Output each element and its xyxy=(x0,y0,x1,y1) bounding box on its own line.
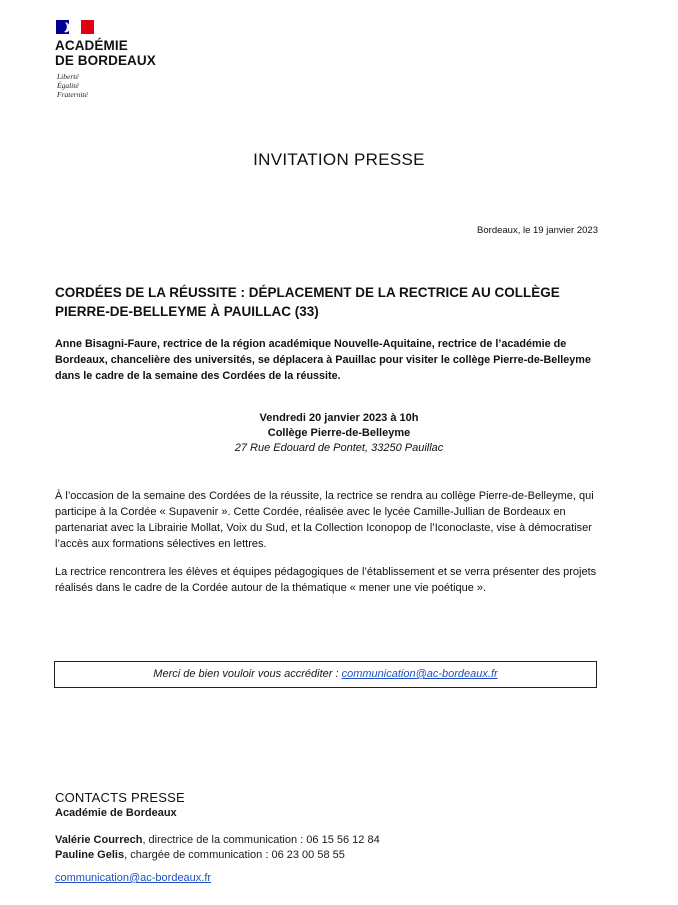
contact-person xyxy=(55,848,345,863)
headline-line-1: CORDÉES DE LA RÉUSSITE : DÉPLACEMENT DE LA RECTRICE AU COLLÈGE xyxy=(55,285,560,300)
accreditation-box xyxy=(54,661,597,688)
contacts-email xyxy=(55,872,211,884)
logo-line-2: DE BORDEAUX xyxy=(55,53,156,68)
motto-egalite: Égalité xyxy=(57,81,79,90)
event-details xyxy=(0,411,678,456)
headline-line-2: PIERRE-DE-BELLEYME À PAUILLAC (33) xyxy=(55,304,319,319)
marianne-flag-icon xyxy=(56,20,94,34)
event-datetime: Vendredi 20 janvier 2023 à 10h xyxy=(259,412,419,424)
motto xyxy=(57,72,88,99)
logo-line-1: ACADÉMIE xyxy=(55,38,128,53)
document-date: Bordeaux, le 19 janvier 2023 xyxy=(477,225,598,236)
motto-fraternite: Fraternité xyxy=(57,90,88,99)
accreditation-email-link[interactable]: communication@ac-bordeaux.fr xyxy=(341,668,498,680)
motto-liberte: Liberté xyxy=(57,72,79,81)
headline xyxy=(55,283,600,321)
document-title: INVITATION PRESSE xyxy=(253,150,425,169)
lead-paragraph: Anne Bisagni-Faure, rectrice de la région académique Nouvelle-Aquitaine, rectrice de l’académie de Bordeaux, chancelière des universités, se déplacera à Pauillac pour visiter le collège Pierre-de-Belleyme dans le cadre de la semaine des Cordées de la réussite. xyxy=(55,338,591,382)
contact-person xyxy=(55,833,380,848)
contacts-organization: Académie de Bordeaux xyxy=(55,807,177,819)
body-paragraph-1: À l’occasion de la semaine des Cordées de la réussite, la rectrice se rendra au collège Pierre-de-Belleyme, qui participe à la Cordée « Supavenir ». Cette Cordée, réalisée avec le lycée Camille-Jullian de Bordeaux en partenariat avec la Librairie Mollat, Voix du Sud, et la Collection Iconopop de l’Iconoclaste, vise à démocratiser l’accès aux formations sélectives en lettres. xyxy=(55,490,594,550)
contact-name: Valérie Courrech xyxy=(55,834,143,846)
logo-name xyxy=(55,38,156,68)
accreditation-text: Merci de bien vouloir vous accréditer : xyxy=(153,668,342,680)
contact-role: , chargée de communication : 06 23 00 58 55 xyxy=(124,849,345,861)
contacts-title: CONTACTS PRESSE xyxy=(55,790,185,805)
contacts-email-link[interactable]: communication@ac-bordeaux.fr xyxy=(55,872,212,884)
event-place: Collège Pierre-de-Belleyme xyxy=(267,427,411,439)
event-address: 27 Rue Edouard de Pontet, 33250 Pauillac xyxy=(234,442,444,454)
body-paragraph-2: La rectrice rencontrera les élèves et équipes pédagogiques de l’établissement et se verra présenter des projets réalisés dans le cadre de la Cordée autour de la thématique « mener une vie poétique ». xyxy=(55,566,597,594)
contact-name: Pauline Gelis xyxy=(55,849,125,861)
contact-role: , directrice de la communication : 06 15 56 12 84 xyxy=(142,834,380,846)
